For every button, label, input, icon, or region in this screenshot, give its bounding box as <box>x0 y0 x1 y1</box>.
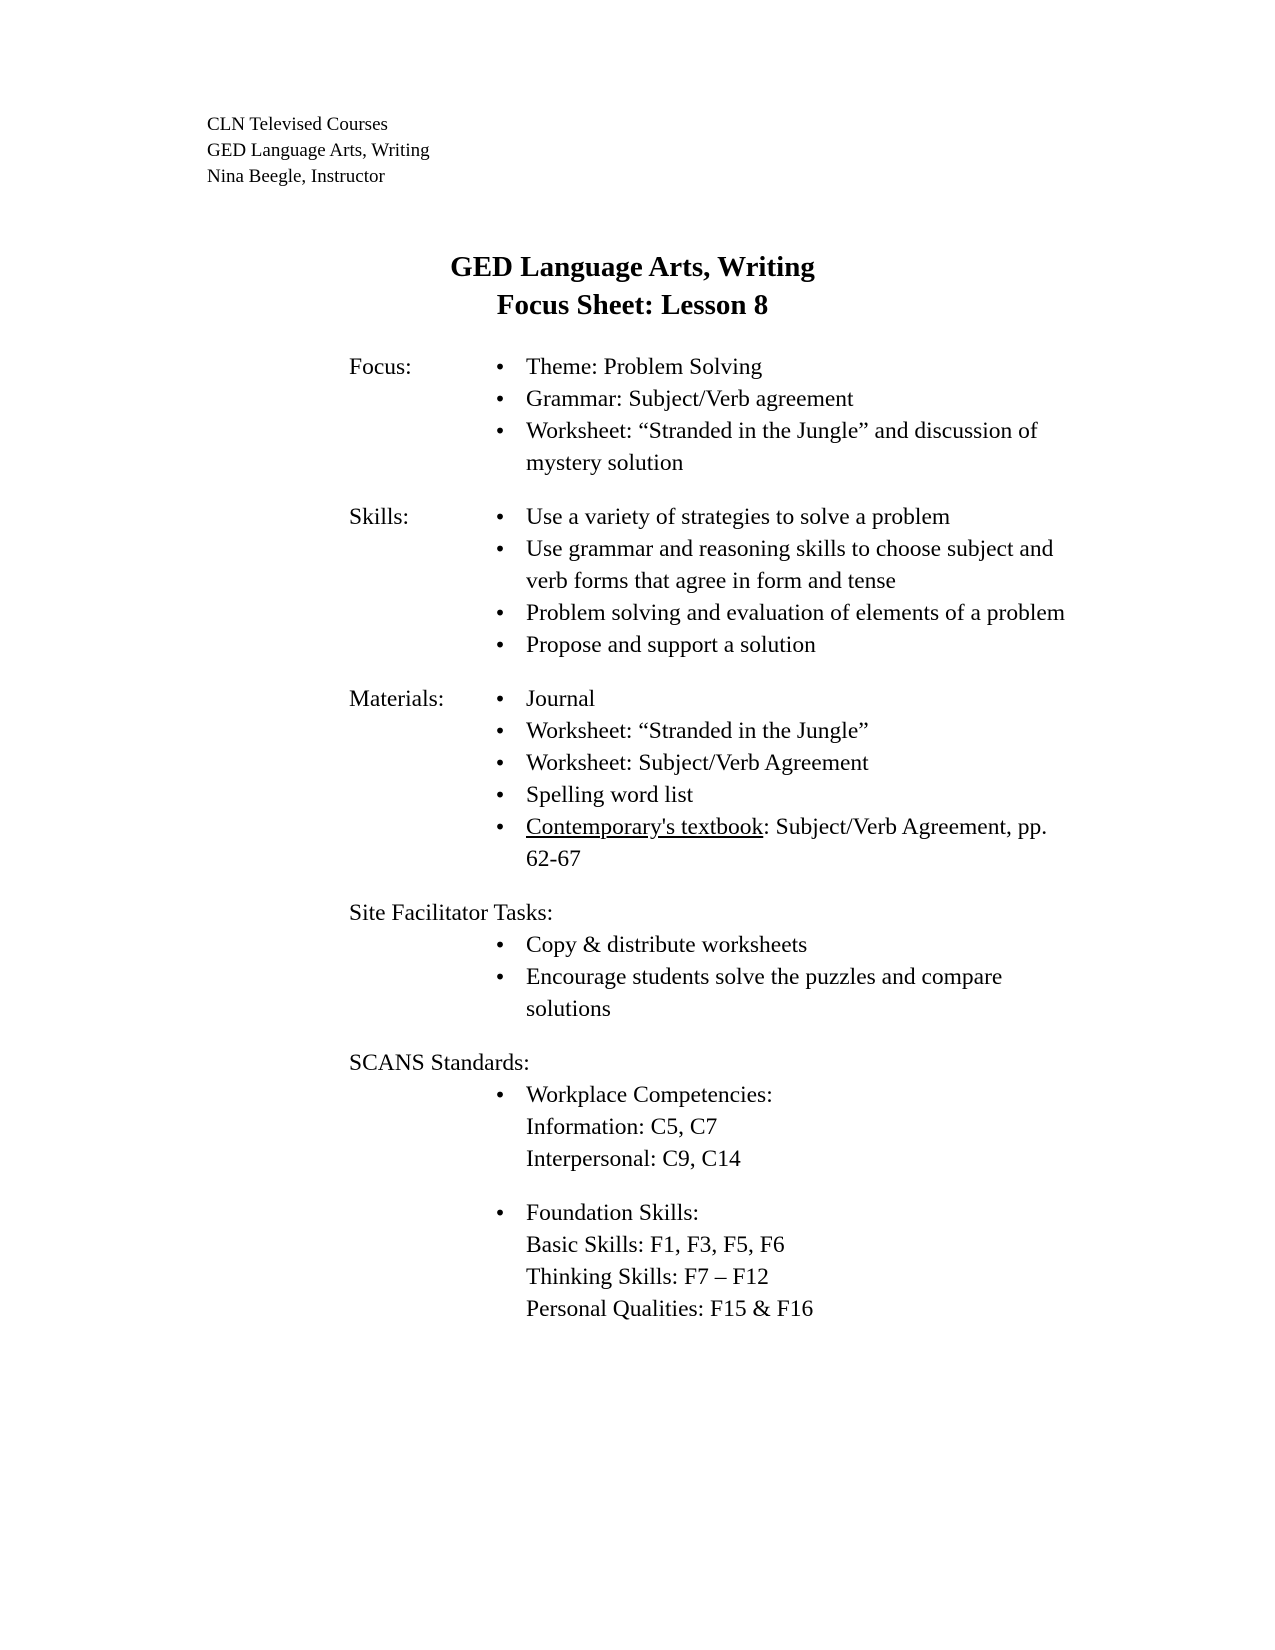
list-item <box>490 715 1069 747</box>
bullet-icon: • <box>494 1083 506 1107</box>
header-instructor-line: Nina Beegle, Instructor <box>207 166 385 187</box>
focus-sheet-body <box>349 351 1069 1347</box>
bullet-icon: • <box>494 815 506 839</box>
bullet-icon: • <box>494 783 506 807</box>
bullet-icon: • <box>494 505 506 529</box>
skills-section <box>349 501 1069 661</box>
bullet-icon: • <box>494 687 506 711</box>
foundation-basic-skills: Basic Skills: F1, F3, F5, F6 <box>526 1232 785 1258</box>
bullet-icon: • <box>494 537 506 561</box>
list-item <box>490 1079 1069 1175</box>
materials-item-text: Worksheet: Subject/Verb Agreement <box>526 750 869 776</box>
list-item <box>490 683 1069 715</box>
list-item <box>490 1197 1069 1325</box>
list-item <box>490 415 1069 479</box>
materials-item-text: Spelling word list <box>526 782 694 808</box>
bullet-icon: • <box>494 719 506 743</box>
list-spacer <box>490 1175 1069 1197</box>
materials-section <box>349 683 1069 875</box>
foundation-thinking-skills: Thinking Skills: F7 – F12 <box>526 1264 769 1290</box>
facilitator-item-text: Encourage students solve the puzzles and compare solutions <box>526 964 1003 1022</box>
list-item <box>490 961 1069 1025</box>
focus-list <box>490 351 1069 479</box>
list-item <box>490 779 1069 811</box>
list-item <box>490 629 1069 661</box>
bullet-icon: • <box>494 933 506 957</box>
bullet-icon: • <box>494 751 506 775</box>
list-item <box>490 929 1069 961</box>
foundation-personal-qualities: Personal Qualities: F15 & F16 <box>526 1296 814 1322</box>
list-item <box>490 533 1069 597</box>
textbook-title: Contemporary's textbook <box>526 814 764 840</box>
workplace-interpersonal: Interpersonal: C9, C14 <box>526 1146 741 1172</box>
skills-label: Skills: <box>349 504 410 530</box>
page-title: GED Language Arts, Writing <box>450 251 815 283</box>
bullet-icon: • <box>494 387 506 411</box>
workplace-heading: Workplace Competencies: <box>526 1082 773 1108</box>
header-subject-line: GED Language Arts, Writing <box>207 140 430 161</box>
bullet-icon: • <box>494 601 506 625</box>
workplace-information: Information: C5, C7 <box>526 1114 718 1140</box>
foundation-heading: Foundation Skills: <box>526 1200 700 1226</box>
focus-item-text: Grammar: Subject/Verb agreement <box>526 386 854 412</box>
focus-label: Focus: <box>349 354 412 380</box>
materials-item-text: Journal <box>526 686 596 712</box>
bullet-icon: • <box>494 355 506 379</box>
bullet-icon: • <box>494 1201 506 1225</box>
facilitator-label: Site Facilitator Tasks: <box>349 900 554 926</box>
materials-list <box>490 683 1069 875</box>
skills-item-text: Propose and support a solution <box>526 632 816 658</box>
skills-item-text: Use a variety of strategies to solve a problem <box>526 504 951 530</box>
focus-section <box>349 351 1069 479</box>
facilitator-list <box>490 929 1069 1025</box>
skills-item-text: Problem solving and evaluation of elements of a problem <box>526 600 1066 626</box>
list-item <box>490 597 1069 629</box>
facilitator-section <box>349 897 1069 1025</box>
bullet-icon: • <box>494 633 506 657</box>
list-item <box>490 351 1069 383</box>
page-subtitle: Focus Sheet: Lesson 8 <box>496 289 769 321</box>
list-item <box>490 811 1069 875</box>
materials-label: Materials: <box>349 686 445 712</box>
scans-list <box>490 1079 1069 1325</box>
list-item <box>490 747 1069 779</box>
bullet-icon: • <box>494 965 506 989</box>
document-header <box>207 112 430 190</box>
focus-item-text: Worksheet: “Stranded in the Jungle” and discussion of mystery solution <box>526 418 1038 476</box>
materials-item-text: Worksheet: “Stranded in the Jungle” <box>526 718 869 744</box>
bullet-icon: • <box>494 419 506 443</box>
textbook-reference: : Subject/Verb Agreement, pp. 62-67 <box>526 814 1048 872</box>
list-item <box>490 383 1069 415</box>
facilitator-item-text: Copy & distribute worksheets <box>526 932 808 958</box>
scans-label: SCANS Standards: <box>349 1050 530 1076</box>
header-course-line: CLN Televised Courses <box>207 114 388 135</box>
scans-section <box>349 1047 1069 1325</box>
focus-item-text: Theme: Problem Solving <box>526 354 763 380</box>
skills-item-text: Use grammar and reasoning skills to choose subject and verb forms that agree in form and tense <box>526 536 1054 594</box>
skills-list <box>490 501 1069 661</box>
list-item <box>490 501 1069 533</box>
